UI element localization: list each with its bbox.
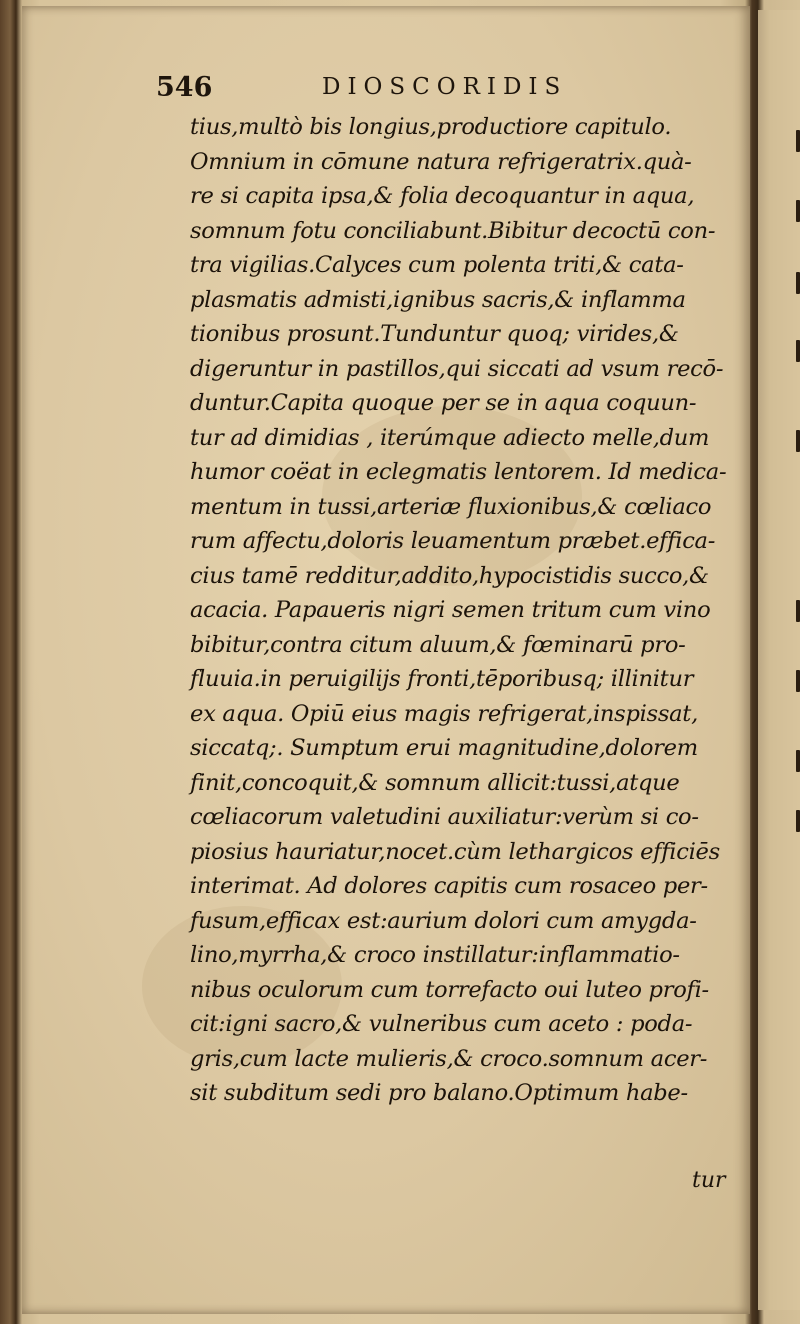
text-line: tionibus prosunt.Tunduntur quoq; virides,&	[190, 321, 679, 347]
text-line: acacia. Papaueris nigri semen tritum cum vino	[190, 597, 711, 623]
text-line: humor coëat in eclegmatis lentorem. Id medica-	[190, 459, 727, 485]
text-line: sit subditum sedi pro balano.Optimum habe-	[190, 1080, 688, 1106]
text-line: plasmatis admisti,ignibus sacris,& inflamma	[190, 286, 686, 313]
text-line: tra vigilias.Calyces cum polenta triti,& cata-	[190, 252, 684, 278]
text-line: gris,cum lacte mulieris,& croco.somnum acer-	[190, 1045, 708, 1072]
facing-page-ink-mark	[796, 340, 800, 362]
facing-page-ink-mark	[796, 600, 800, 622]
text-line: siccatq;. Sumptum erui magnitudine,dolorem	[190, 735, 698, 761]
text-line: bibitur,contra citum aluum,& fœminarū pro-	[190, 631, 686, 658]
text-line: Omnium in cōmune natura refrigeratrix.quà-	[190, 148, 692, 175]
text-line: digeruntur in pastillos,qui siccati ad vsum recō-	[190, 355, 724, 382]
body-text	[190, 110, 740, 1111]
facing-page-ink-mark	[796, 430, 800, 452]
text-line: cit:igni sacro,& vulneribus cum aceto : poda-	[190, 1011, 693, 1037]
text-line: ex aqua. Opiū eius magis refrigerat,inspissat,	[190, 700, 698, 727]
page-number: 546	[156, 72, 213, 103]
running-head: DIOSCORIDIS	[322, 74, 568, 100]
text-line: cius tamē redditur,addito,hypocistidis succo,&	[190, 562, 709, 589]
facing-page-edge	[758, 10, 800, 1310]
text-line: rum affectu,doloris leuamentum præbet.effica-	[190, 528, 716, 554]
text-line: tur ad dimidias , iterúmque adiecto melle,dum	[190, 424, 710, 451]
text-line: duntur.Capita quoque per se in aqua coquun-	[190, 390, 697, 416]
text-line: fluuia.in peruigilijs fronti,tēporibusq; illinitur	[190, 666, 694, 692]
facing-page-ink-mark	[796, 130, 800, 152]
text-line: piosius hauriatur,nocet.cùm lethargicos efficiēs	[190, 838, 720, 865]
text-line: nibus oculorum cum torrefacto oui luteo profi-	[190, 976, 709, 1003]
facing-page-ink-mark	[796, 750, 800, 772]
text-line: mentum in tussi,arteriæ fluxionibus,& cœliaco	[190, 493, 712, 520]
text-line: re si capita ipsa,& folia decoquantur in aqua,	[190, 183, 695, 209]
text-line: tius,multò bis longius,productiore capitulo.	[190, 114, 672, 140]
facing-page-ink-mark	[796, 272, 800, 294]
text-line: somnum fotu conciliabunt.Bibitur decoctū con-	[190, 217, 716, 244]
page-header	[150, 70, 610, 110]
text-line: fusum,efficax est:aurium dolori cum amygda-	[190, 907, 697, 934]
text-line: finit,concoquit,& somnum allicit:tussi,atque	[190, 769, 680, 796]
facing-page-ink-mark	[796, 670, 800, 692]
facing-page-ink-mark	[796, 810, 800, 832]
facing-page-ink-mark	[796, 200, 800, 222]
text-line: lino,myrrha,& croco instillatur:inflammatio-	[190, 942, 680, 968]
text-line: cœliacorum valetudini auxiliatur:verùm si co-	[190, 804, 699, 830]
text-line: interimat. Ad dolores capitis cum rosaceo per-	[190, 873, 708, 899]
catchword: tur	[692, 1168, 726, 1193]
